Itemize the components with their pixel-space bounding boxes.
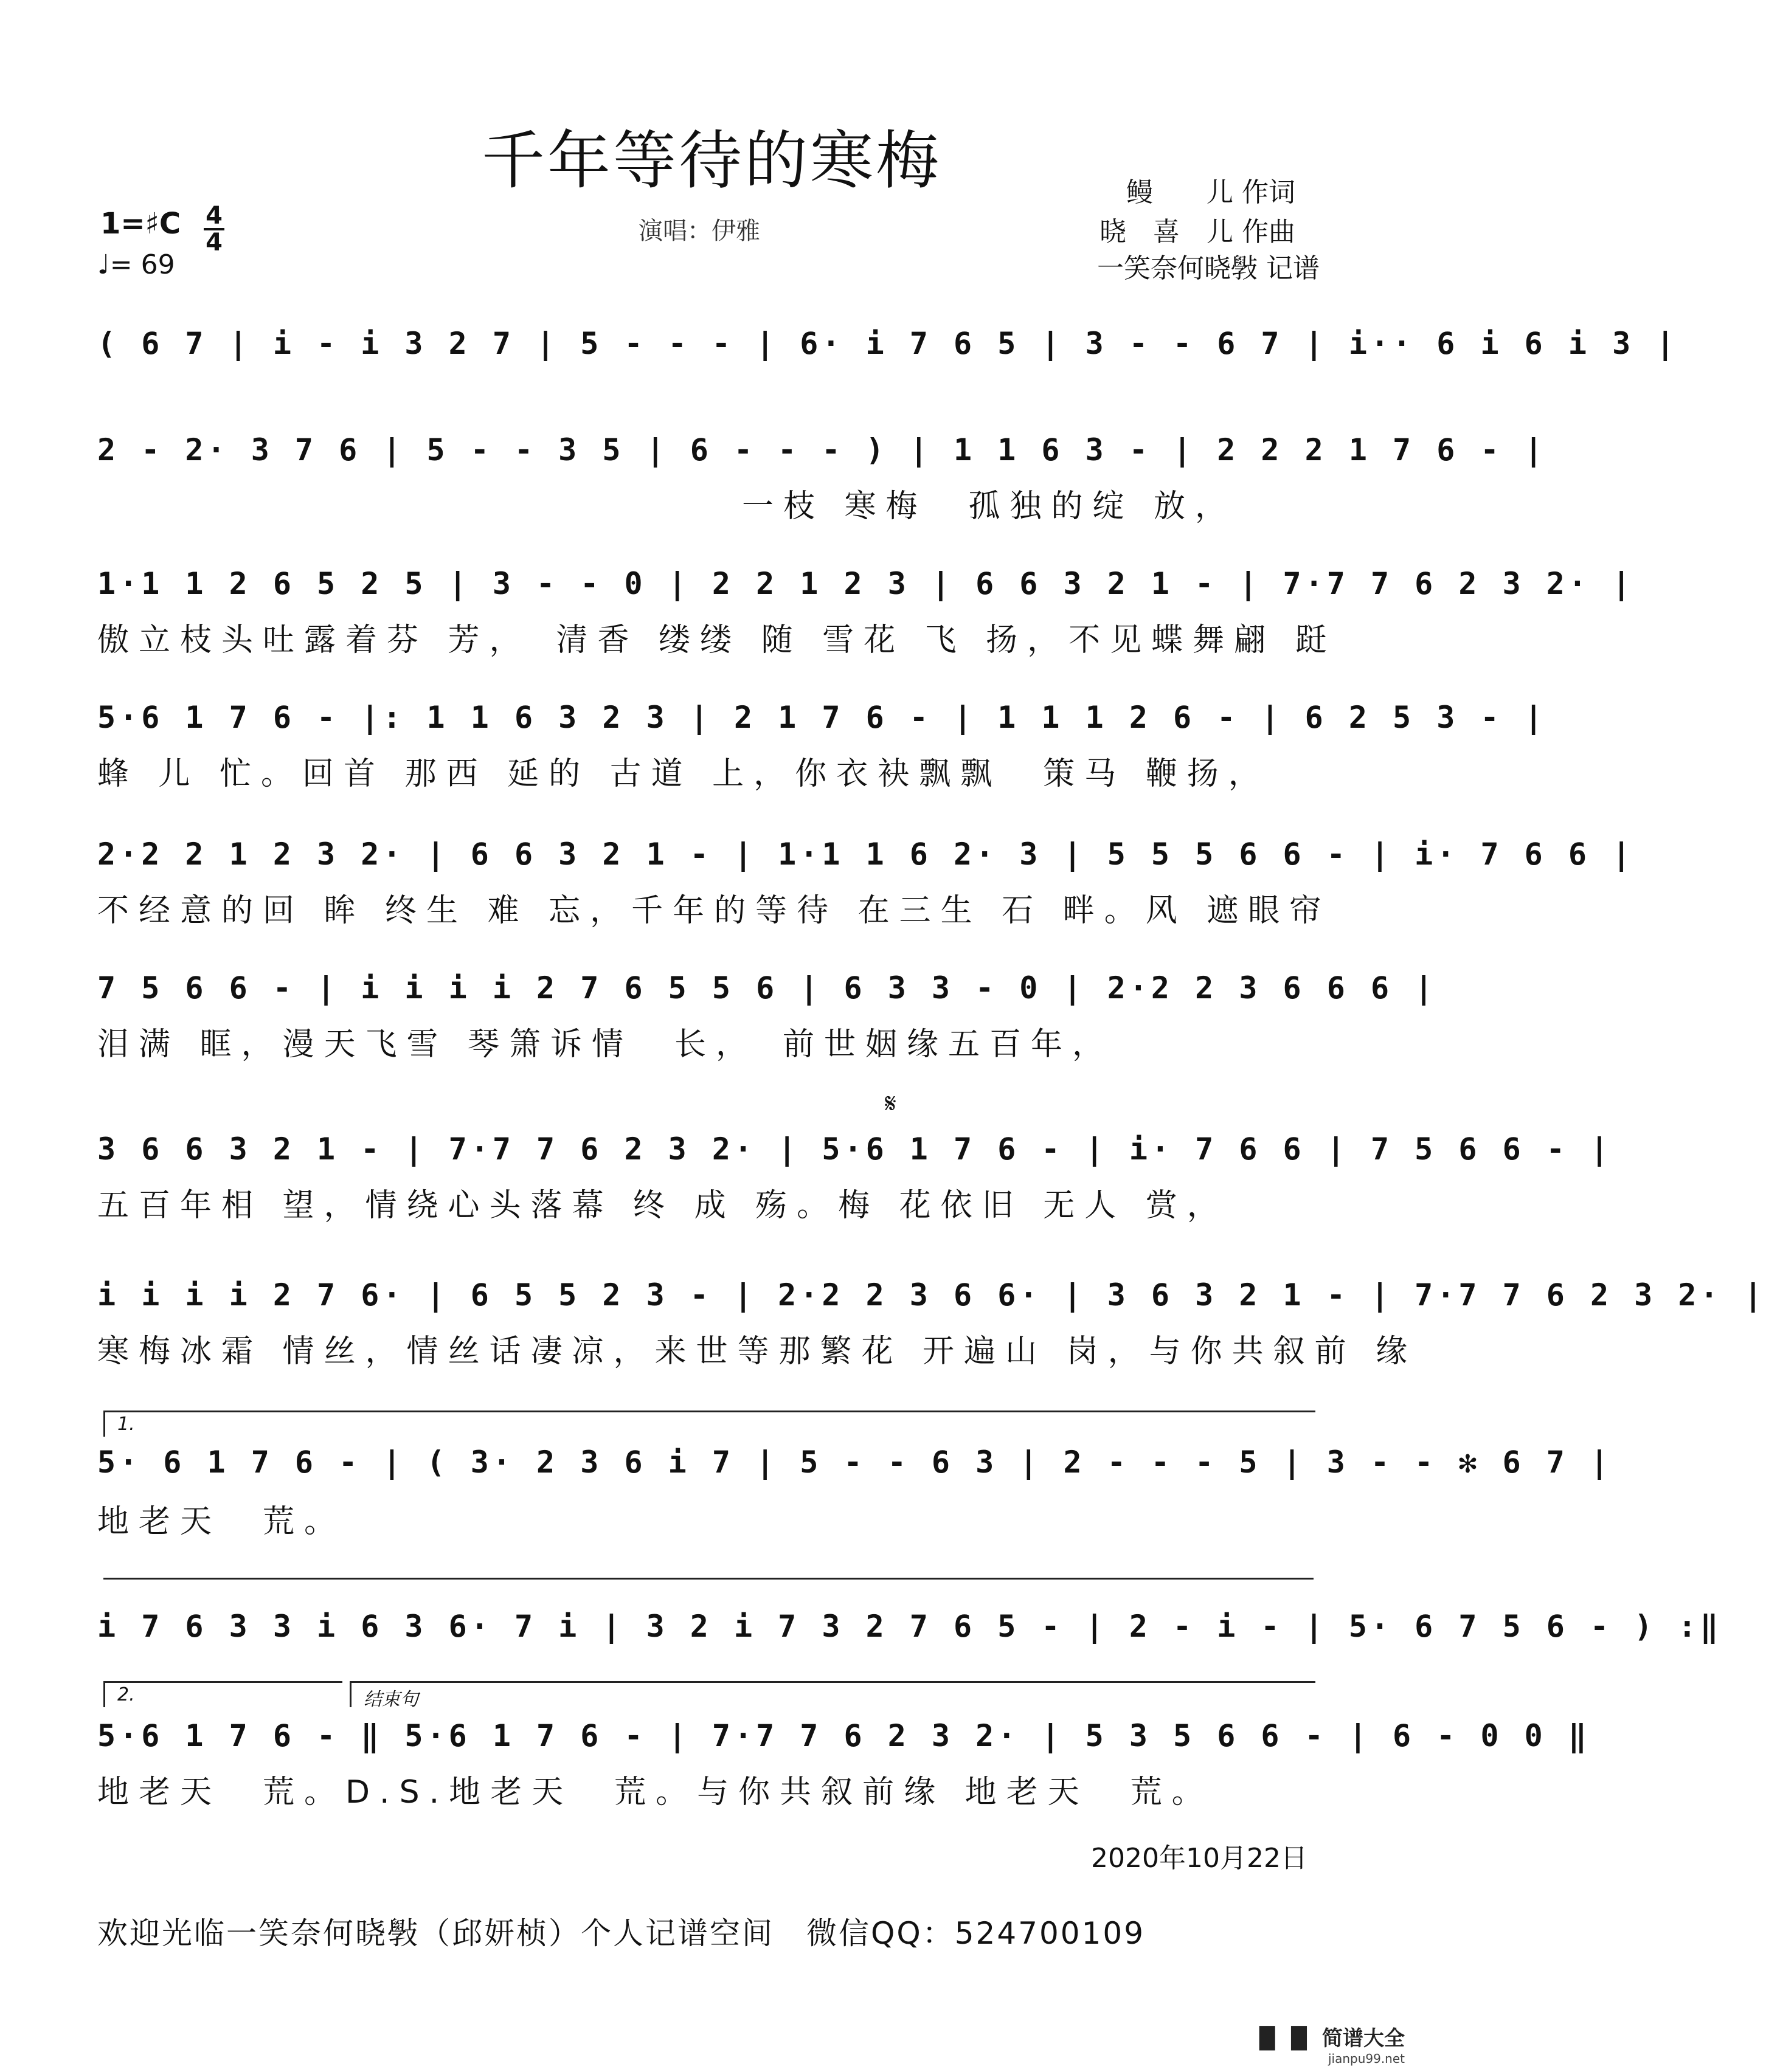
score-line-4 — [97, 684, 1546, 751]
lyric-line: 傲立枝头吐露着芬 芳， 清香 缕缕 随 雪花 飞 扬，不见蝶舞翩 跹 — [97, 622, 1337, 658]
lyric-line: 地老天 荒。 — [97, 1504, 346, 1540]
score-line-9 — [97, 1429, 1613, 1496]
time-signature-bottom: 4 — [206, 229, 223, 257]
score-line-11 — [97, 1702, 1590, 1769]
volta-1-label: 1. — [117, 1414, 135, 1435]
score-line-6 — [97, 955, 1437, 1021]
time-signature-top: 4 — [206, 202, 223, 230]
score-line-10 — [97, 1593, 1722, 1660]
key-signature: 1=♯C — [100, 207, 181, 241]
lyric-line: 地老天 荒。D.S.地老天 荒。与你共叙前缘 地老天 荒。 — [97, 1774, 1213, 1811]
score-line-1 — [97, 310, 1678, 377]
tempo-marking: ♩= 69 — [97, 249, 175, 280]
notation-line: 5· 6 1 7 6 - | ( 3· 2 3 6 i 7 | 5 - - 6 3 | 2 - - - 5 | 3 - - ✻ 6 7 | — [97, 1445, 1613, 1480]
volta-2-label: 2. — [117, 1684, 135, 1705]
score-line-2 — [97, 416, 1546, 483]
lyric-line: 寒梅冰霜 情丝，情丝话凄凉，来世等那繁花 开遍山 岗，与你共叙前 缘 — [97, 1333, 1418, 1370]
piano-keys-icon: ▐▌▐▌ — [1251, 2026, 1322, 2051]
score-line-3 — [97, 550, 1635, 617]
notation-line: 2 - 2· 3 7 6 | 5 - - 3 5 | 6 - - - ) | 1 1 6 3 - | 2 2 2 1 7 6 - | — [97, 432, 1546, 468]
footer-note: 欢迎光临一笑奈何晓斅（邱妍桢）个人记谱空间 微信QQ：524700109 — [97, 1916, 1146, 1951]
site-logo — [1252, 2022, 1405, 2066]
notation-line: 1·1 1 2 6 5 2 5 | 3 - - 0 | 2 2 1 2 3 | 6 6 3 2 1 - | 7·7 7 6 2 3 2· | — [97, 566, 1635, 601]
lyricist-credit: 鳗 儿 作词 — [1126, 177, 1295, 208]
score-line-7 — [97, 1116, 1613, 1183]
notation-line: 5·6 1 7 6 - |: 1 1 6 3 2 3 | 2 1 7 6 - | 1 1 1 2 6 - | 6 2 5 3 - | — [97, 700, 1546, 735]
time-signature — [204, 204, 224, 255]
notation-line: i 7 6 3 3 i 6 3 6· 7 i | 3 2 i 7 3 2 7 6 5 - | 2 - i - | 5· 6 7 5 6 - ) :‖ — [97, 1609, 1722, 1644]
segno-sign: 𝄋 — [885, 1088, 896, 1119]
notation-line: ( 6 7 | i - i 3 2 7 | 5 - - - | 6· i 7 6 5 | 3 - - 6 7 | i·· 6 i 6 i 3 | — [97, 326, 1678, 361]
notation-line: i i i i 2 7 6· | 6 5 5 2 3 - | 2·2 2 3 6 6· | 3 6 3 2 1 - | 7·7 7 6 2 3 2· | — [97, 1277, 1766, 1313]
composer-credit: 晓 喜 儿 作曲 — [1099, 216, 1295, 247]
notation-line: 7 5 6 6 - | i i i i 2 7 6 5 5 6 | 6 3 3 - 0 | 2·2 2 3 6 6 6 | — [97, 970, 1437, 1006]
notation-line: 2·2 2 1 2 3 2· | 6 6 3 2 1 - | 1·1 1 6 2· 3 | 5 5 5 6 6 - | i· 7 6 6 | — [97, 837, 1635, 872]
score-line-8 — [97, 1262, 1766, 1328]
lyric-line: 不经意的回 眸 终生 难 忘，千年的等待 在三生 石 畔。风 遮眼帘 — [97, 893, 1331, 929]
score-title: 千年等待的寒梅 — [481, 123, 941, 198]
lyric-line: 泪满 眶，漫天飞雪 琴箫诉情 长， 前世姻缘五百年， — [97, 1026, 1114, 1063]
logo-text: 简谱大全 — [1322, 2026, 1405, 2051]
singer-credit: 演唱：伊雅 — [639, 217, 760, 245]
notation-line: 3 6 6 3 2 1 - | 7·7 7 6 2 3 2· | 5·6 1 7 6 - | i· 7 6 6 | 7 5 6 6 - | — [97, 1131, 1613, 1167]
lyric-line: 五百年相 望，情绕心头落幕 终 成 殇。梅 花依旧 无人 赏， — [97, 1187, 1228, 1224]
lyric-line: 一枝 寒梅 孤独的绽 放， — [742, 488, 1237, 525]
score-line-5 — [97, 821, 1635, 888]
transcriber-credit: 一笑奈何晓斅 记谱 — [1097, 253, 1320, 284]
coda-label: 结束句 — [364, 1689, 418, 1710]
transcription-date: 2020年10月22日 — [1091, 1843, 1307, 1874]
logo-url: jianpu99.net — [1328, 2051, 1405, 2066]
lyric-line: 蜂 儿 忙。回首 那西 延的 古道 上，你衣袂飘飘 策马 鞭扬， — [97, 756, 1270, 792]
notation-line: 5·6 1 7 6 - ‖ 5·6 1 7 6 - | 7·7 7 6 2 3 2· | 5 3 5 6 6 - | 6 - 0 0 ‖ — [97, 1718, 1590, 1753]
